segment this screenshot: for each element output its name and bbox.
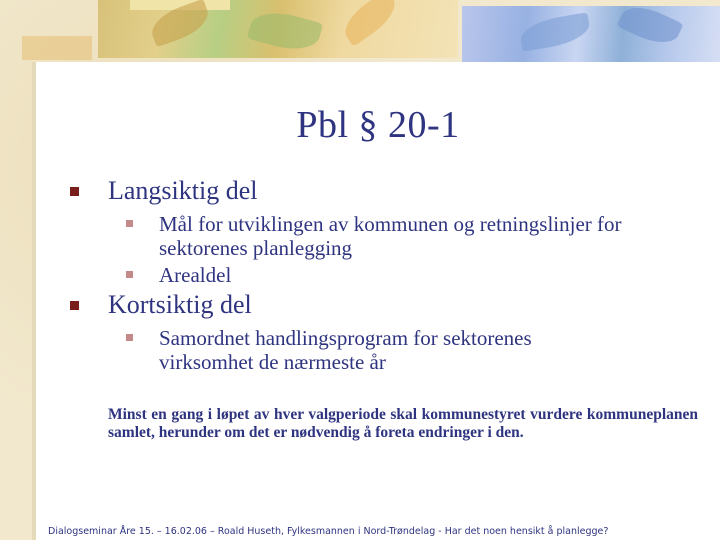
banner-tile-gold	[22, 36, 92, 60]
section-heading-kortsiktig: Kortsiktig del	[108, 290, 252, 319]
section-heading-langsiktig: Langsiktig del	[108, 176, 258, 205]
sub-bullet-marker	[126, 334, 133, 341]
slide-title: Pbl § 20-1	[296, 104, 460, 146]
sub-bullet-marker	[126, 271, 133, 278]
sub-bullet-marker	[126, 220, 133, 227]
list-item: Samordnet handlingsprogram for sektorenes virksomhet de nærmeste år	[159, 326, 532, 374]
bullet-marker	[70, 187, 79, 196]
list-item: Mål for utviklingen av kommunen og retningslinjer for sektorenes planlegging	[159, 212, 622, 260]
bullet-marker	[70, 301, 79, 310]
decorative-banner	[0, 0, 720, 62]
banner-tile-blue-leaves	[462, 6, 720, 62]
note-paragraph: Minst en gang i løpet av hver valgperiode skal kommunestyret vurdere kommuneplanen samlet, herunder om det er nødvendig å foreta endringer i den.	[108, 406, 698, 441]
footer-text: Dialogseminar Åre 15. – 16.02.06 – Roald Huseth, Fylkesmannen i Nord-Trøndelag - Har det noen hensikt å planlegge?	[48, 526, 609, 537]
list-item: Arealdel	[159, 263, 232, 287]
